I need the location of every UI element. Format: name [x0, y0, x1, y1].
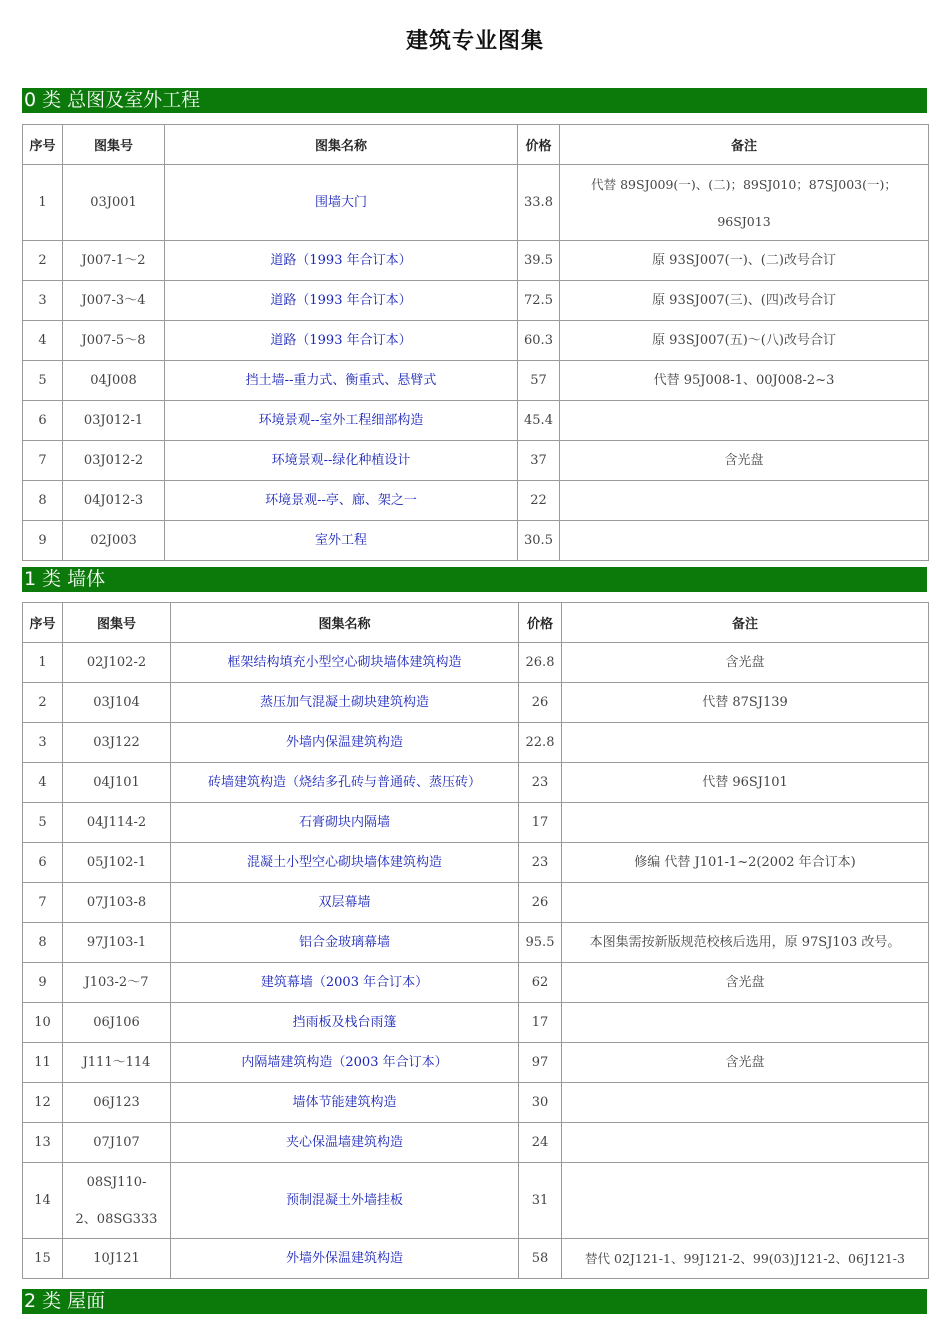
cell-index: 7: [23, 441, 63, 481]
cell-name: [171, 1123, 519, 1163]
cell-code: J103-2～7: [63, 963, 171, 1003]
cell-note: [562, 1083, 929, 1123]
cell-note: [560, 165, 929, 241]
table-row: [23, 165, 929, 241]
cell-index: 8: [23, 481, 63, 521]
cell-name: [165, 165, 518, 241]
atlas-name-link[interactable]: 挡雨板及栈台雨篷: [292, 1015, 397, 1030]
atlas-table-general: [22, 124, 929, 561]
cell-name: [165, 281, 518, 321]
atlas-name-link[interactable]: 砖墙建筑构造（烧结多孔砖与普通砖、蒸压砖）: [207, 775, 481, 790]
table-row: [23, 643, 929, 683]
cell-line: 代替 89SJ009(一)、(二)；89SJ010；87SJ003(一)；: [591, 176, 897, 192]
atlas-name-link[interactable]: 建筑幕墙（2003 年合订本）: [260, 975, 429, 990]
cell-index: 9: [23, 521, 63, 561]
cell-index: 5: [23, 803, 63, 843]
atlas-name-link[interactable]: 外墙外保温建筑构造: [285, 1251, 403, 1266]
cell-name: [171, 803, 519, 843]
cell-note: 原 93SJ007(三)、(四)改号合订: [560, 281, 929, 321]
cell-code: 04J101: [63, 763, 171, 803]
header-note: 备注: [562, 603, 929, 643]
table-row: [23, 521, 929, 561]
cell-index: 2: [23, 241, 63, 281]
atlas-name-link[interactable]: 环境景观--绿化种植设计: [271, 453, 411, 468]
table-row: [23, 401, 929, 441]
cell-code: J007-1～2: [63, 241, 165, 281]
header-index: 序号: [23, 125, 63, 165]
cell-index: 8: [23, 923, 63, 963]
table-row: [23, 803, 929, 843]
atlas-table-walls: [22, 602, 929, 1279]
table-row: [23, 763, 929, 803]
cell-note: 代替 95J008-1、00J008-2~3: [560, 361, 929, 401]
cell-price: 23: [519, 843, 562, 883]
table-row: [23, 923, 929, 963]
table-row: [23, 883, 929, 923]
cell-note: 修编 代替 J101-1~2(2002 年合订本): [562, 843, 929, 883]
cell-name: [165, 441, 518, 481]
cell-price: 30: [519, 1083, 562, 1123]
cell-price: 23: [519, 763, 562, 803]
atlas-name-link[interactable]: 铝合金玻璃幕墙: [298, 935, 390, 950]
atlas-name-link[interactable]: 石膏砌块内隔墙: [298, 815, 390, 830]
cell-code: 03J001: [63, 165, 165, 241]
cell-name: [165, 361, 518, 401]
cell-name: [165, 401, 518, 441]
cell-note: 原 93SJ007(五)～(八)改号合订: [560, 321, 929, 361]
atlas-name-link[interactable]: 夹心保温墙建筑构造: [285, 1135, 403, 1150]
atlas-name-link[interactable]: 室外工程: [314, 533, 367, 548]
cell-index: 4: [23, 321, 63, 361]
cell-note: [562, 803, 929, 843]
cell-index: 2: [23, 683, 63, 723]
cell-note: 代替 96SJ101: [562, 763, 929, 803]
atlas-name-link[interactable]: 蒸压加气混凝土砌块建筑构造: [259, 695, 429, 710]
atlas-name-link[interactable]: 道路（1993 年合订本）: [270, 253, 412, 268]
cell-code: 07J103-8: [63, 883, 171, 923]
cell-code: 10J121: [63, 1239, 171, 1279]
cell-note: [562, 1123, 929, 1163]
table-header-row: [23, 603, 929, 643]
cell-name: [165, 521, 518, 561]
table-row: [23, 361, 929, 401]
atlas-name-link[interactable]: 环境景观--亭、廊、架之一: [265, 493, 417, 508]
cell-name: [171, 923, 519, 963]
cell-name: [171, 723, 519, 763]
cell-note: [562, 723, 929, 763]
cell-index: 10: [23, 1003, 63, 1043]
cell-note: [562, 1003, 929, 1043]
cell-note: 替代 02J121-1、99J121-2、99(03)J121-2、06J121-3: [562, 1239, 929, 1279]
table-row: [23, 963, 929, 1003]
cell-note: [560, 481, 929, 521]
table-row: [23, 441, 929, 481]
header-price: 价格: [518, 125, 560, 165]
cell-code: 97J103-1: [63, 923, 171, 963]
cell-code: 06J123: [63, 1083, 171, 1123]
cell-index: 3: [23, 723, 63, 763]
cell-index: 14: [23, 1163, 63, 1239]
cell-name: [165, 321, 518, 361]
cell-line: 2、08SG333: [75, 1211, 158, 1227]
cell-price: 72.5: [518, 281, 560, 321]
cell-note: 含光盘: [562, 963, 929, 1003]
cell-note: [562, 1163, 929, 1239]
cell-index: 4: [23, 763, 63, 803]
atlas-name-link[interactable]: 墙体节能建筑构造: [292, 1095, 397, 1110]
cell-price: 95.5: [519, 923, 562, 963]
table-row: [23, 1123, 929, 1163]
cell-price: 22.8: [519, 723, 562, 763]
cell-name: [171, 1083, 519, 1123]
table-row: [23, 723, 929, 763]
cell-price: 22: [518, 481, 560, 521]
header-price: 价格: [519, 603, 562, 643]
table-row: [23, 481, 929, 521]
cell-index: 7: [23, 883, 63, 923]
table-row: [23, 1083, 929, 1123]
cell-code: 02J102-2: [63, 643, 171, 683]
atlas-name-link[interactable]: 混凝土小型空心砌块墙体建筑构造: [246, 855, 442, 870]
atlas-name-link[interactable]: 挡土墙--重力式、衡重式、悬臂式: [245, 373, 437, 388]
atlas-name-link[interactable]: 外墙内保温建筑构造: [285, 735, 403, 750]
cell-code: [63, 1163, 171, 1239]
atlas-name-link[interactable]: 预制混凝土外墙挂板: [285, 1193, 403, 1208]
cell-name: [171, 1163, 519, 1239]
cell-name: [171, 843, 519, 883]
atlas-name-link[interactable]: 围墙大门: [314, 195, 367, 210]
cell-price: 58: [519, 1239, 562, 1279]
cell-price: 26: [519, 883, 562, 923]
cell-code: 03J012-2: [63, 441, 165, 481]
section-header-0: 0 类 总图及室外工程: [22, 88, 927, 113]
page-title: 建筑专业图集: [405, 29, 544, 54]
cell-name: [171, 683, 519, 723]
cell-note: 原 93SJ007(一)、(二)改号合订: [560, 241, 929, 281]
cell-note: 含光盘: [562, 1043, 929, 1083]
cell-index: 12: [23, 1083, 63, 1123]
table-row: [23, 281, 929, 321]
cell-code: 04J114-2: [63, 803, 171, 843]
cell-index: 1: [23, 643, 63, 683]
header-note: 备注: [560, 125, 929, 165]
cell-code: 04J012-3: [63, 481, 165, 521]
cell-name: [171, 1003, 519, 1043]
cell-price: 60.3: [518, 321, 560, 361]
cell-index: 3: [23, 281, 63, 321]
cell-price: 17: [519, 803, 562, 843]
cell-name: [165, 481, 518, 521]
table-row: [23, 1239, 929, 1279]
cell-index: 9: [23, 963, 63, 1003]
cell-index: 13: [23, 1123, 63, 1163]
cell-note: 含光盘: [562, 643, 929, 683]
header-code: 图集号: [63, 603, 171, 643]
cell-line: 08SJ110-: [86, 1174, 147, 1190]
header-name: 图集名称: [171, 603, 519, 643]
cell-note: [560, 521, 929, 561]
cell-index: 15: [23, 1239, 63, 1279]
cell-line: 96SJ013: [717, 213, 771, 229]
table-header-row: [23, 125, 929, 165]
cell-price: 30.5: [518, 521, 560, 561]
cell-name: [171, 883, 519, 923]
cell-price: 62: [519, 963, 562, 1003]
cell-name: [171, 1239, 519, 1279]
cell-name: [171, 763, 519, 803]
cell-price: 26.8: [519, 643, 562, 683]
cell-code: J111～114: [63, 1043, 171, 1083]
table-row: [23, 843, 929, 883]
cell-code: 04J008: [63, 361, 165, 401]
cell-price: 57: [518, 361, 560, 401]
atlas-name-link[interactable]: 内隔墙建筑构造（2003 年合订本）: [241, 1055, 448, 1070]
table-row: [23, 683, 929, 723]
cell-name: [171, 1043, 519, 1083]
cell-price: 39.5: [518, 241, 560, 281]
atlas-name-link[interactable]: 道路（1993 年合订本）: [270, 293, 412, 308]
header-code: 图集号: [63, 125, 165, 165]
cell-index: 11: [23, 1043, 63, 1083]
cell-price: 37: [518, 441, 560, 481]
cell-price: 31: [519, 1163, 562, 1239]
cell-code: 07J107: [63, 1123, 171, 1163]
header-name: 图集名称: [165, 125, 518, 165]
cell-note: [560, 401, 929, 441]
cell-note: 代替 87SJ139: [562, 683, 929, 723]
cell-code: 03J104: [63, 683, 171, 723]
cell-price: 33.8: [518, 165, 560, 241]
cell-index: 6: [23, 401, 63, 441]
cell-note: 含光盘: [560, 441, 929, 481]
table-row: [23, 1003, 929, 1043]
cell-note: 本图集需按新版规范校核后选用，原 97SJ103 改号。: [562, 923, 929, 963]
section-header-1: 1 类 墙体: [22, 567, 927, 592]
cell-code: J007-3～4: [63, 281, 165, 321]
cell-price: 97: [519, 1043, 562, 1083]
cell-code: 02J003: [63, 521, 165, 561]
header-index: 序号: [23, 603, 63, 643]
cell-price: 45.4: [518, 401, 560, 441]
cell-code: J007-5～8: [63, 321, 165, 361]
cell-code: 03J012-1: [63, 401, 165, 441]
atlas-name-link[interactable]: 框架结构填充小型空心砌块墙体建筑构造: [227, 655, 462, 670]
table-row: [23, 321, 929, 361]
cell-note: [562, 883, 929, 923]
atlas-name-link[interactable]: 双层幕墙: [318, 895, 371, 910]
cell-index: 5: [23, 361, 63, 401]
cell-index: 6: [23, 843, 63, 883]
cell-code: 03J122: [63, 723, 171, 763]
cell-name: [171, 963, 519, 1003]
section-header-2: 2 类 屋面: [22, 1289, 927, 1314]
table-row: [23, 1043, 929, 1083]
cell-price: 26: [519, 683, 562, 723]
cell-index: 1: [23, 165, 63, 241]
cell-name: [165, 241, 518, 281]
atlas-name-link[interactable]: 道路（1993 年合订本）: [270, 333, 412, 348]
atlas-name-link[interactable]: 环境景观--室外工程细部构造: [258, 413, 424, 428]
cell-price: 17: [519, 1003, 562, 1043]
table-row: [23, 1163, 929, 1239]
table-row: [23, 241, 929, 281]
cell-code: 06J106: [63, 1003, 171, 1043]
cell-price: 24: [519, 1123, 562, 1163]
cell-code: 05J102-1: [63, 843, 171, 883]
cell-name: [171, 643, 519, 683]
